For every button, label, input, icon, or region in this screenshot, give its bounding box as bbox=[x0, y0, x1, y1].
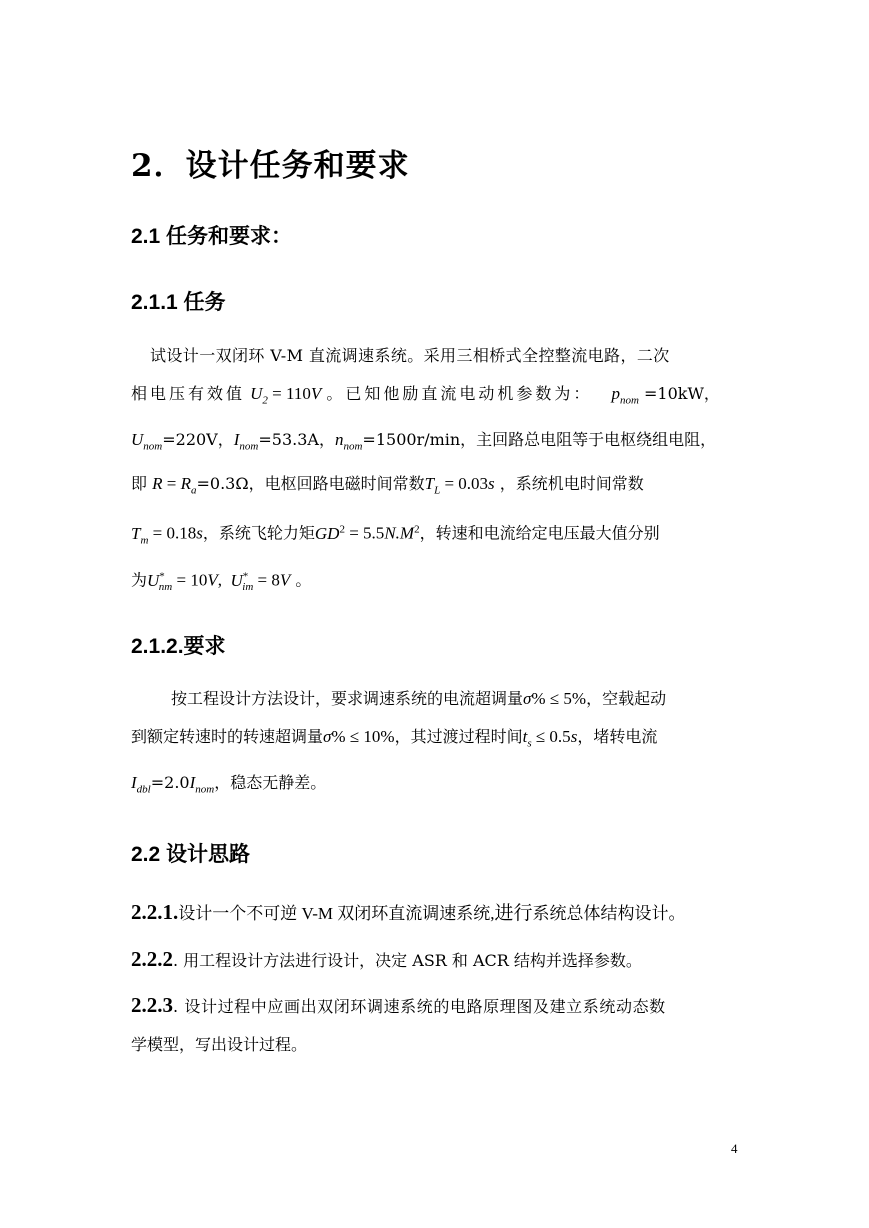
section-heading-2-2: 2.2 设计思路 bbox=[131, 843, 251, 866]
item-2-2-1 bbox=[131, 902, 686, 924]
math-tm: $T_m$ bbox=[131, 523, 149, 547]
task-line-1: 试设计一双闭环 V-M 直流调速系统。采用三相桥式全控整流电路，二次 bbox=[150, 346, 670, 365]
math-uim: $U^*_{im}$ bbox=[230, 570, 254, 594]
req-text: 按工程设计方法设计，要求调速系统的电流超调量 bbox=[171, 689, 524, 708]
math-u2: $U_2$ bbox=[250, 384, 268, 407]
req-text: =2.0 bbox=[150, 773, 190, 792]
math-nnom: $n_{nom}$ bbox=[334, 430, 363, 453]
task-text: 。已知他励直流电动机参数为： bbox=[326, 384, 593, 403]
math-unm: $U^*_{nm}$ bbox=[147, 570, 173, 594]
math-inom2: $I_{nom}$ bbox=[189, 773, 215, 796]
req-text: ，其过渡过程时间 bbox=[394, 727, 523, 746]
task-text: =0.3Ω，电枢回路电磁时间常数 bbox=[196, 474, 425, 493]
item-2-2-2 bbox=[131, 949, 642, 971]
task-line-4: 即 $R = R_a=0.3\Omega$，电枢回路电磁时间常数$T_L = 0.03s$ ，系统机电时间常数 bbox=[131, 474, 644, 497]
section-heading-2-1: 2.1 任务和要求： bbox=[131, 225, 293, 248]
item-number: 2.2.1. bbox=[131, 900, 179, 924]
math-idbl: $I_{dbl}$ bbox=[131, 773, 151, 796]
task-line-3 bbox=[131, 430, 716, 456]
math-gd2: $GD^2$ bbox=[314, 523, 345, 543]
math-r: R bbox=[152, 474, 163, 493]
section-heading-2-1-1: 2.1.1 任务 bbox=[131, 291, 226, 314]
task-text: =1500r/min，主回路总电阻等于电枢绕组电阻， bbox=[362, 430, 717, 449]
task-text: ，转速和电流给定电压最大值分别 bbox=[419, 523, 660, 543]
task-text: =10kW， bbox=[644, 384, 720, 403]
task-text: 相电压有效值 bbox=[131, 384, 246, 403]
req-text: 到额定转速时的转速超调量 bbox=[131, 727, 324, 746]
item-text: . 用工程设计方法进行设计，决定 ASR 和 ACR 结构并选择参数。 bbox=[173, 951, 642, 970]
task-text: ，系统机电时间常数 bbox=[499, 474, 644, 493]
task-line-5: $T_m = 0.18s$，系统飞轮力矩$GD^2 = 5.5N.M^2$，转速和电流给定电压最大值分别 bbox=[131, 523, 660, 547]
item-text: 进行 bbox=[494, 902, 533, 924]
req-line-3 bbox=[131, 773, 326, 799]
math-sigma1: σ bbox=[523, 689, 532, 708]
task-text: 。 bbox=[295, 570, 312, 590]
chapter-heading: 2．设计任务和要求 bbox=[131, 148, 410, 184]
section-heading-2-1-2: 2.1.2.要求 bbox=[131, 635, 226, 658]
task-line-6: 为$U^*_{nm} = 10V$, $U^*_{im} = 8V$ 。 bbox=[131, 570, 312, 594]
task-text: 为 bbox=[131, 570, 148, 590]
task-line-2: 相电压有效值 $U_2 = 110V$ 。已知他励直流电动机参数为： $p_{nom} =10kW$， bbox=[131, 384, 720, 407]
math-tl: $T_L$ bbox=[424, 474, 441, 497]
req-line-2: 到额定转速时的转速超调量σ% ≤ 10%，其过渡过程时间$t_s \le 0.5s$，堵转电流 bbox=[131, 727, 658, 750]
req-text: ，稳态无静差。 bbox=[214, 773, 327, 792]
math-inom: $I_{nom}$ bbox=[233, 430, 259, 453]
req-line-1: 按工程设计方法设计，要求调速系统的电流超调量σ% ≤ 5%，空载起动 bbox=[171, 689, 667, 708]
math-pnom: $p_{nom}$ bbox=[611, 384, 639, 407]
req-text: ，堵转电流 bbox=[577, 727, 658, 746]
item-number: 2.2.2 bbox=[131, 947, 173, 971]
task-text: ，系统飞轮力矩 bbox=[202, 523, 315, 543]
task-text: 即 bbox=[131, 474, 148, 493]
task-text: =220V， bbox=[162, 430, 234, 449]
page-number: 4 bbox=[731, 1141, 738, 1156]
req-text: ，空载起动 bbox=[586, 689, 667, 708]
item-text: 系统总体结构设计。 bbox=[532, 904, 686, 924]
task-text: =53.3A， bbox=[258, 430, 335, 449]
item-text: 设计一个不可逆 V-M 双闭环直流调速系统, bbox=[178, 904, 495, 923]
item-text: . 设计过程中应画出双闭环调速系统的电路原理图及建立系统动态数 bbox=[173, 997, 666, 1016]
math-sigma2: σ bbox=[323, 727, 332, 746]
math-ts: $t_s$ bbox=[522, 727, 532, 750]
item-2-2-3 bbox=[131, 995, 666, 1017]
math-unom: $U_{nom}$ bbox=[131, 430, 163, 453]
item-2-2-3-cont: 学模型，写出设计过程。 bbox=[131, 1035, 308, 1054]
item-number: 2.2.3 bbox=[131, 993, 173, 1017]
